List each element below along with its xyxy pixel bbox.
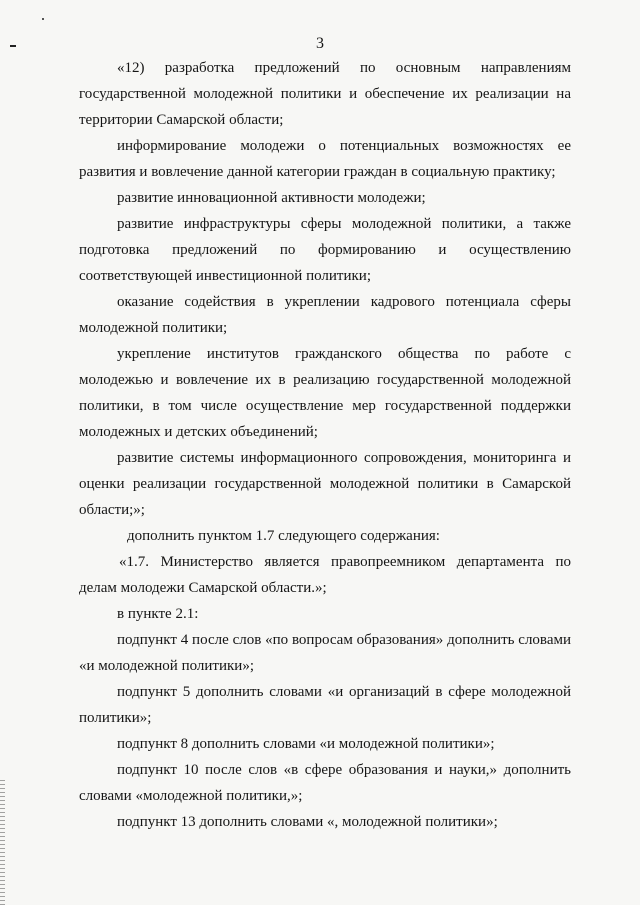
paragraph: развитие системы информационного сопровождения, мониторинга и оценки реализации государственной молодежной политики в Самарской области;»; — [79, 450, 571, 518]
paragraph: дополнить пунктом 1.7 следующего содержания: — [127, 528, 440, 544]
paragraph: информирование молодежи о потенциальных возможностях ее развития и вовлечение данной категории граждан в социальную практику; — [79, 138, 571, 180]
scan-speck — [42, 18, 44, 20]
paragraph: подпункт 4 после слов «по вопросам образования» дополнить словами «и молодежной политики»; — [79, 632, 571, 674]
paragraph: подпункт 5 дополнить словами «и организаций в сфере молодежной политики»; — [79, 684, 571, 726]
paragraph: «1.7. Министерство является правопреемником департамента по делам молодежи Самарской области.»; — [79, 554, 571, 596]
paragraph: подпункт 13 дополнить словами «, молодежной политики»; — [117, 814, 498, 830]
paragraph: оказание содействия в укреплении кадрового потенциала сферы молодежной политики; — [79, 294, 571, 336]
paragraph: подпункт 8 дополнить словами «и молодежной политики»; — [117, 736, 495, 752]
paragraph: развитие инфраструктуры сферы молодежной политики, а также подготовка предложений по формированию и осуществлению соответствующей инвестиционной политики; — [79, 216, 571, 284]
page-number: 3 — [316, 35, 324, 52]
paragraph: в пункте 2.1: — [117, 606, 199, 622]
paragraph: развитие инновационной активности молодежи; — [117, 190, 426, 206]
scan-edge-noise — [0, 780, 5, 905]
paragraph: подпункт 10 после слов «в сфере образования и науки,» дополнить словами «молодежной политики,»; — [79, 762, 571, 804]
document-body — [79, 55, 571, 835]
paragraph: укрепление институтов гражданского общества по работе с молодежью и вовлечение их в реализацию государственной молодежной политики, в том числе осуществление мер государственной поддержки молодежных и детских объединений; — [79, 346, 571, 440]
paragraph: «12) разработка предложений по основным направлениям государственной молодежной политики и обеспечение их реализации на территории Самарской области; — [79, 60, 571, 128]
